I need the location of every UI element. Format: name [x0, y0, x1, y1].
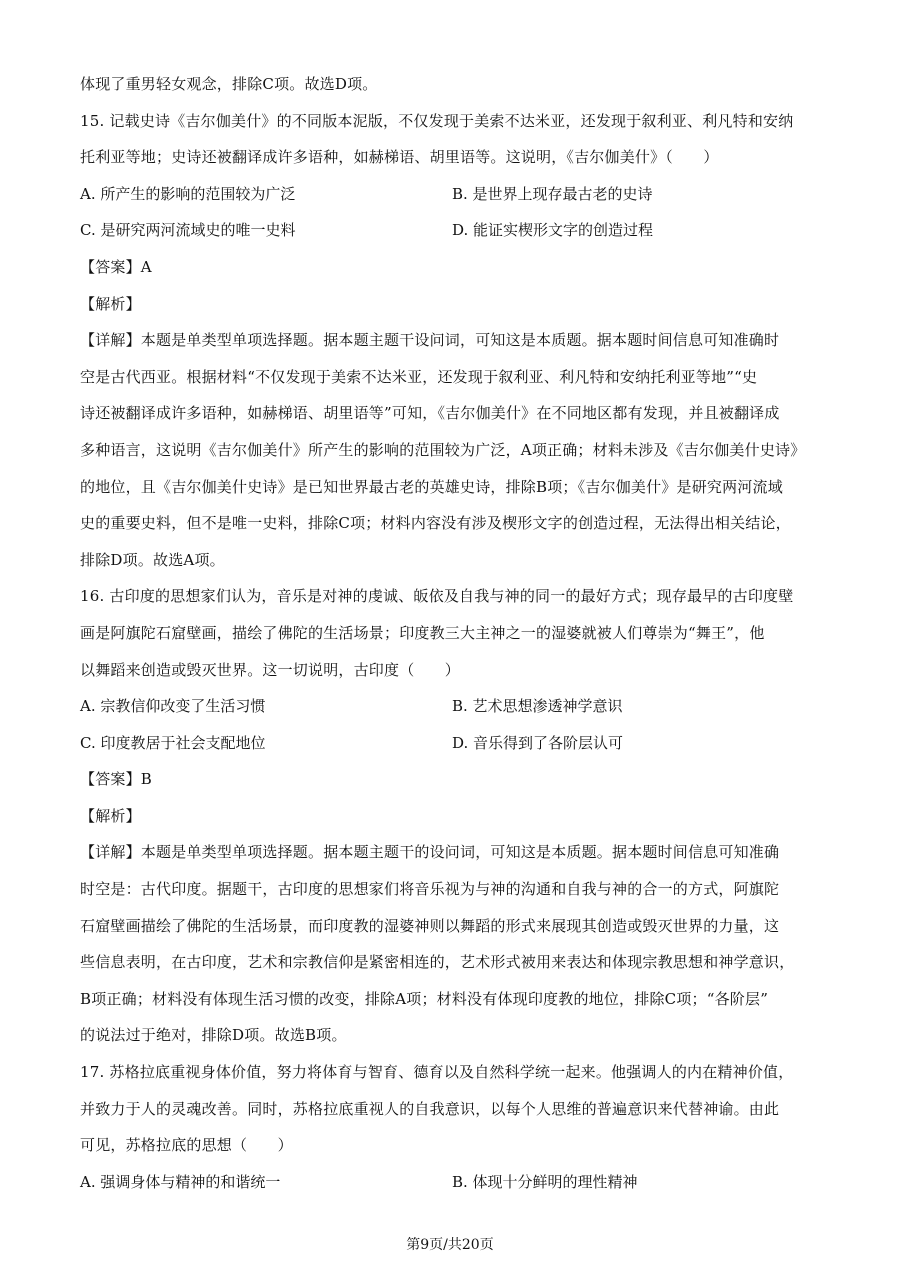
question-15-options-row-2	[80, 220, 840, 240]
detail-line: 【详解】本题是单类型单项选择题。据本题主题干的设问词，可知这是本质题。据本题时间信息可知准确	[80, 843, 780, 862]
detail-line: B项正确；材料没有体现生活习惯的改变，排除A项；材料没有体现印度教的地位，排除C项；“各阶层”	[80, 989, 769, 1008]
question-17-stem: 17. 苏格拉底重视身体价值，努力将体育与智育、德育以及自然科学统一起来。他强调人的内在精神价值，	[80, 1063, 794, 1082]
question-16-options-row-1	[80, 696, 840, 716]
question-15-stem: 托利亚等地；史诗还被翻译成许多语种，如赫梯语、胡里语等。这说明，《吉尔伽美什》（ ）	[80, 148, 719, 167]
detail-line: 【详解】本题是单类型单项选择题。据本题主题干设问词，可知这是本质题。据本题时间信息可知准确时	[80, 331, 780, 350]
question-16-stem: 16. 古印度的思想家们认为，音乐是对神的虔诚、皈依及自我与神的同一的最好方式；现存最早的古印度壁	[80, 587, 794, 606]
question-15-stem: 15. 记载史诗《吉尔伽美什》的不同版本泥版，不仅发现于美索不达米亚，还发现于叙利亚、利凡特和安纳	[80, 111, 794, 130]
analysis-label: 【解析】	[80, 806, 141, 825]
text-line: 体现了重男轻女观念，排除C项。故选D项。	[80, 75, 378, 93]
option-a: A. 宗教信仰改变了生活习惯	[80, 697, 266, 716]
detail-line: 空是古代西亚。根据材料“不仅发现于美索不达米亚，还发现于叙利亚、利凡特和安纳托利亚等地”“史	[80, 367, 758, 386]
question-16-stem: 以舞蹈来创造或毁灭世界。这一切说明，古印度（ ）	[80, 660, 461, 679]
page-number-footer: 第9页/共20页	[406, 1237, 494, 1253]
answer-label: 【答案】A	[80, 257, 152, 276]
option-c: C. 是研究两河流域史的唯一史料	[80, 221, 296, 240]
analysis-label: 【解析】	[80, 294, 141, 313]
detail-line: 的地位，且《吉尔伽美什史诗》是已知世界最古老的英雄史诗，排除B项；《吉尔伽美什》是研究两河流域	[80, 477, 783, 496]
question-17-stem: 并致力于人的灵魂改善。同时，苏格拉底重视人的自我意识，以每个人思维的普遍意识来代替神谕。由此	[80, 1099, 780, 1118]
question-17-stem: 可见，苏格拉底的思想（ ）	[80, 1136, 293, 1155]
option-b: B. 艺术思想渗透神学意识	[452, 697, 623, 716]
option-d: D. 音乐得到了各阶层认可	[452, 733, 624, 752]
detail-line: 的说法过于绝对，排除D项。故选B项。	[80, 1026, 347, 1045]
option-d: D. 能证实楔形文字的创造过程	[452, 221, 654, 240]
option-c: C. 印度教居于社会支配地位	[80, 733, 266, 752]
document-page	[80, 74, 840, 1208]
option-b: B. 体现十分鲜明的理性精神	[452, 1172, 638, 1191]
detail-line: 些信息表明，在古印度，艺术和宗教信仰是紧密相连的，艺术形式被用来表达和体现宗教思想和神学意识，	[80, 953, 795, 972]
detail-line: 石窟壁画描绘了佛陀的生活场景，而印度教的湿婆神则以舞蹈的形式来展现其创造或毁灭世界的力量，这	[80, 916, 780, 935]
option-a: A. 强调身体与精神的和谐统一	[80, 1172, 281, 1191]
answer-label: 【答案】B	[80, 770, 153, 789]
detail-line: 诗还被翻译成许多语种，如赫梯语、胡里语等”可知，《吉尔伽美什》在不同地区都有发现，并且被翻译成	[80, 404, 780, 423]
detail-line: 多种语言，这说明《吉尔伽美什》所产生的影响的范围较为广泛，A项正确；材料未涉及《吉尔伽美什史诗》	[80, 440, 806, 459]
question-17-options-row-1	[80, 1172, 840, 1192]
detail-line: 史的重要史料，但不是唯一史料，排除C项；材料内容没有涉及楔形文字的创造过程，无法得出相关结论，	[80, 514, 791, 533]
question-16-options-row-2	[80, 733, 840, 753]
option-b: B. 是世界上现存最古老的史诗	[452, 184, 653, 203]
detail-line: 排除D项。故选A项。	[80, 550, 225, 569]
question-15-options-row-1	[80, 184, 840, 204]
option-a: A. 所产生的影响的范围较为广泛	[80, 184, 296, 203]
question-16-stem: 画是阿旗陀石窟壁画，描绘了佛陀的生活场景；印度教三大主神之一的湿婆就被人们尊崇为“舞王”，他	[80, 623, 765, 642]
detail-line: 时空是：古代印度。据题干，古印度的思想家们将音乐视为与神的沟通和自我与神的合一的方式，阿旗陀	[80, 880, 780, 899]
